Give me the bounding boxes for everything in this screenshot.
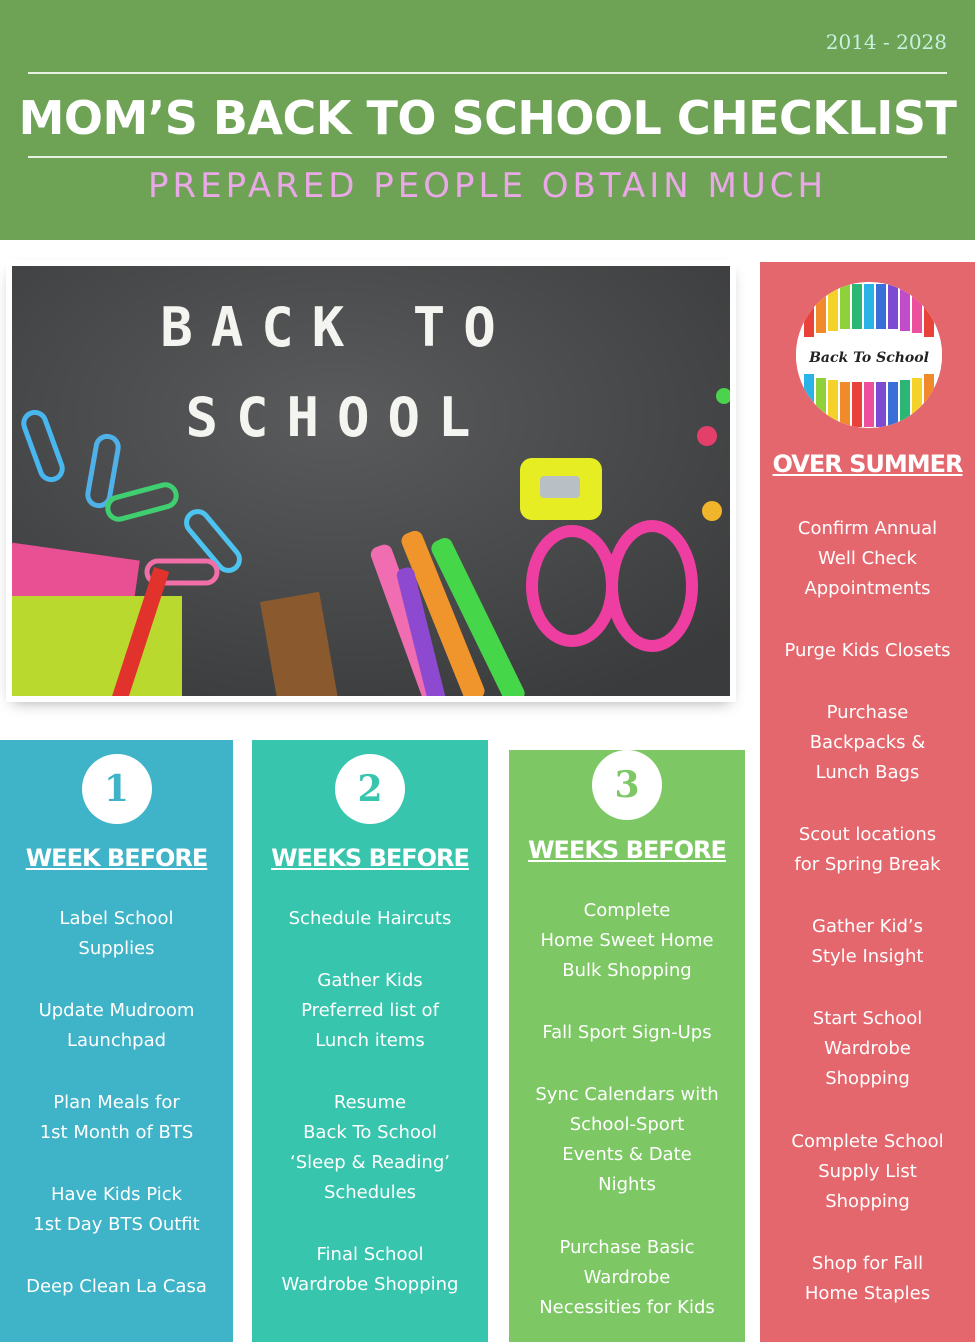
- checklist-item: Resume Back To School ‘Sleep & Reading’ Schedules: [290, 1092, 450, 1203]
- chalkboard-illustration: [12, 266, 730, 696]
- column-heading: WEEK BEFORE: [25, 844, 208, 872]
- checklist-item: Gather Kids Preferred list of Lunch items: [301, 970, 439, 1051]
- checklist-item: Scout locations for Spring Break: [794, 824, 941, 875]
- checklist-item: Gather Kid’s Style Insight: [811, 916, 924, 967]
- step-number-badge: 2: [335, 754, 405, 824]
- column-heading: OVER SUMMER: [772, 450, 963, 478]
- page-subtitle: PREPARED PEOPLE OBTAIN MUCH: [147, 166, 828, 206]
- divider-bottom: [28, 156, 947, 158]
- colored-pencils-icon: [796, 282, 942, 428]
- column-three-weeks-before: [509, 750, 745, 1342]
- checklist-item: Purge Kids Closets: [784, 640, 951, 661]
- checklist-item: Complete Home Sweet Home Bulk Shopping: [540, 900, 714, 981]
- checklist-item: Sync Calendars with School-Sport Events & Date Nights: [535, 1084, 719, 1195]
- checklist-item: Shop for Fall Home Staples: [804, 1253, 931, 1304]
- chalk-text-line1: BACK TO: [160, 296, 514, 359]
- checklist-item: Complete School Supply List Shopping: [791, 1131, 944, 1212]
- step-number-badge: 3: [592, 750, 662, 820]
- checklist-item: Label School Supplies: [59, 908, 174, 959]
- checklist-item: Schedule Haircuts: [288, 908, 452, 929]
- column-two-weeks-before: [252, 740, 488, 1342]
- checklist-item: Deep Clean La Casa: [26, 1276, 207, 1297]
- divider-top: [28, 72, 947, 74]
- column-week-before: [0, 740, 233, 1342]
- column-heading: WEEKS BEFORE: [271, 844, 469, 872]
- year-range: 2014 - 2028: [825, 30, 947, 54]
- header-banner: [0, 0, 975, 240]
- checklist-item: Update Mudroom Launchpad: [38, 1000, 195, 1051]
- badge-text: Back To School: [809, 350, 929, 366]
- checklist-item: Purchase Basic Wardrobe Necessities for Kids: [539, 1237, 715, 1318]
- back-to-school-badge: [796, 282, 942, 428]
- column-over-summer: [760, 262, 975, 1342]
- step-number-badge: 1: [82, 754, 152, 824]
- checklist-item: Have Kids Pick 1st Day BTS Outfit: [33, 1184, 200, 1235]
- column-heading: WEEKS BEFORE: [528, 836, 726, 864]
- page-title: MOM’S BACK TO SCHOOL CHECKLIST: [18, 91, 957, 145]
- chalk-text-line2: SCHOOL: [185, 386, 489, 449]
- checklist-item: Purchase Backpacks & Lunch Bags: [809, 702, 926, 783]
- checklist-item: Confirm Annual Well Check Appointments: [797, 518, 938, 599]
- checklist-item: Start School Wardrobe Shopping: [812, 1008, 923, 1089]
- back-to-school-photo: [12, 266, 730, 696]
- checklist-item: Fall Sport Sign-Ups: [542, 1022, 712, 1043]
- checklist-item: Final School Wardrobe Shopping: [281, 1244, 459, 1295]
- checklist-item: Plan Meals for 1st Month of BTS: [39, 1092, 194, 1143]
